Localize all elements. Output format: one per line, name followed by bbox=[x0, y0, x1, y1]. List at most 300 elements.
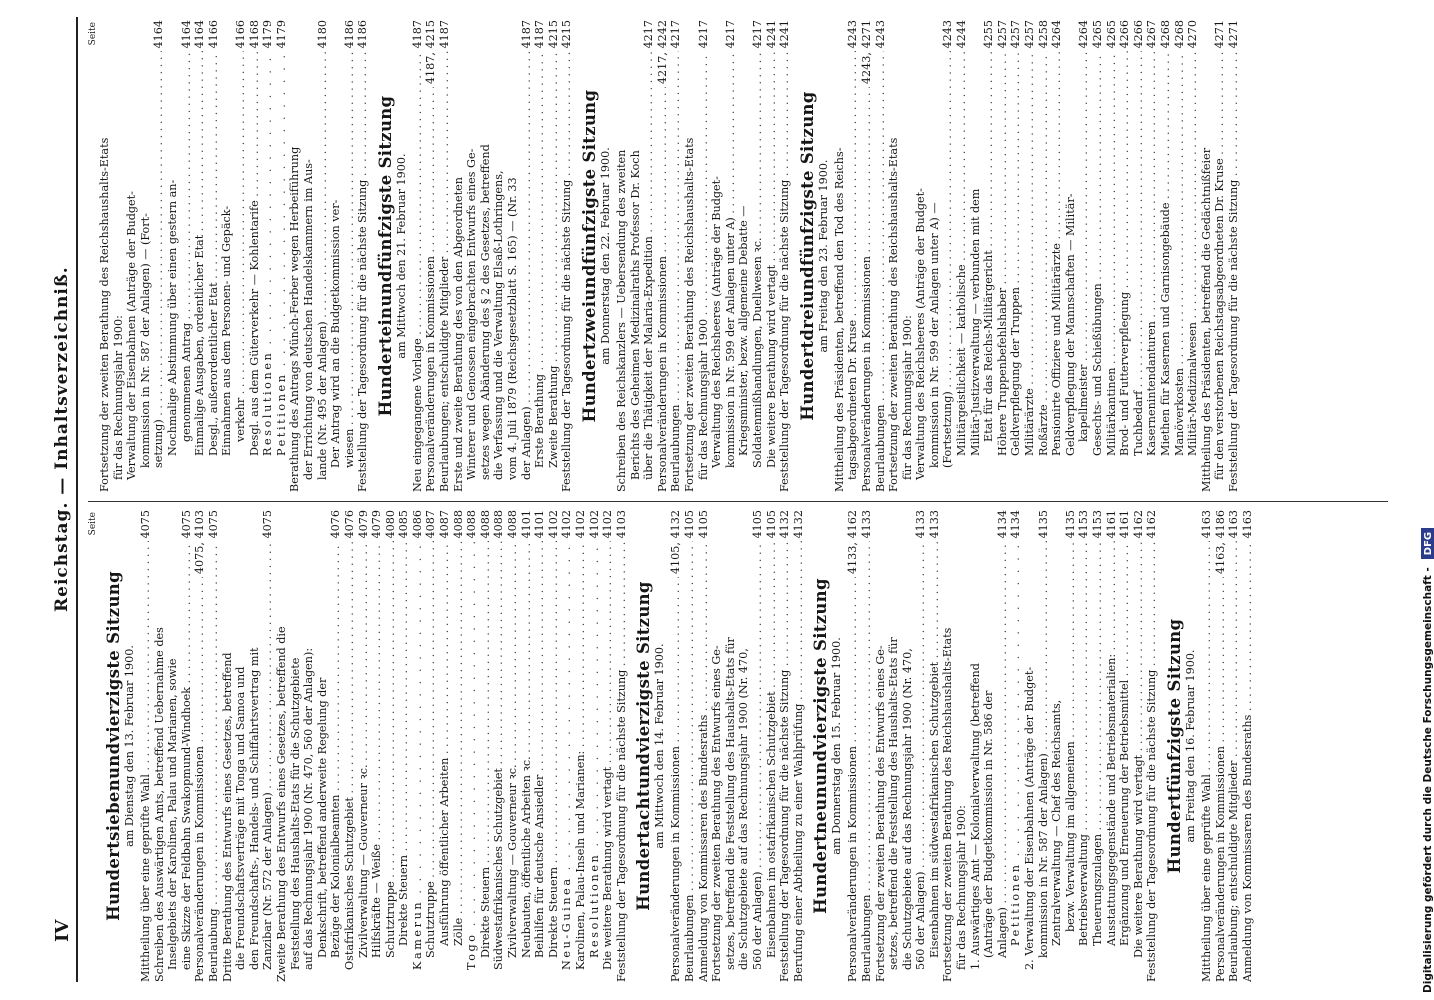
entry-text: Tuchbedarf . . . bbox=[1132, 51, 1146, 492]
entry-page-ref: 4133 bbox=[914, 510, 928, 539]
entry-text: die Schutzgebiete auf das Rechnungsjahr 1900 (Nr. 470, bbox=[900, 648, 914, 970]
entry-text: Berichts des Geheimen Medizinalraths Professor Dr. Koch bbox=[628, 150, 642, 480]
entry-text: Anmeldung von Kommissaren des Bundesraths . . . bbox=[1241, 541, 1255, 982]
entry-page-ref: 4243, 4271 bbox=[859, 20, 873, 85]
entry-text: (Anträge der Budgetkommission in Nr. 586 der bbox=[982, 690, 996, 958]
index-entry bbox=[193, 20, 207, 492]
entry-text: Feststellung der Tagesordnung für die nächste Sitzung . . . bbox=[778, 51, 792, 492]
entry-page-ref: 4076 bbox=[329, 510, 343, 539]
entry-page-ref: 4271 bbox=[1226, 20, 1240, 49]
index-entry bbox=[479, 20, 493, 492]
index-entry bbox=[356, 20, 370, 492]
entry-page-ref: 4266 bbox=[1118, 20, 1132, 49]
entry-text: Hilfskräfte — Weiße . . . bbox=[370, 541, 384, 982]
entry-text: Bezüge der Kolonialbeamten . . . bbox=[329, 541, 343, 982]
index-entry bbox=[248, 20, 262, 492]
entry-page-ref: 4105 bbox=[764, 510, 778, 539]
index-entry bbox=[982, 510, 996, 982]
entry-page-ref: 4244 bbox=[955, 20, 969, 49]
index-entry bbox=[588, 510, 602, 982]
entry-text: Personalveränderungen in Kommissionen . . . bbox=[656, 87, 670, 492]
index-entry bbox=[724, 20, 738, 492]
entry-text: Kriegsminister, bezw. allgemeine Debatte — bbox=[737, 205, 751, 456]
entry-text: Militärkantinen . . . bbox=[1105, 51, 1119, 492]
index-entry bbox=[166, 510, 180, 982]
index-entry bbox=[928, 20, 942, 492]
entry-text: Geldverpflegung der Mannschaften — Militär- bbox=[1063, 193, 1077, 456]
index-entry bbox=[560, 510, 574, 982]
entry-page-ref: 4102 bbox=[560, 510, 574, 539]
entry-text: Direkte Steuern . . . bbox=[479, 541, 493, 982]
sitting-title: Hunderteinundfünfzigste Sitzung bbox=[375, 95, 395, 417]
entry-text: Winterer und Genossen eingebrachten Entwurfs eines Ge- bbox=[465, 148, 479, 480]
index-entry bbox=[492, 20, 506, 492]
index-entry bbox=[452, 20, 466, 492]
entry-page-ref: 4105, 4132 bbox=[669, 510, 683, 575]
index-entry bbox=[1037, 510, 1051, 982]
index-entry bbox=[1105, 20, 1119, 492]
index-entry bbox=[139, 20, 153, 492]
credit-text: Digitalisierung gefördert durch die Deutsche Forschungsgemeinschaft - bbox=[1422, 567, 1434, 993]
entry-text: Neu eingegangene Vorlage . . . bbox=[411, 51, 425, 492]
index-entry bbox=[669, 20, 683, 492]
entry-text: Denkschrift, betreffend anderweite Regelung der bbox=[315, 677, 329, 958]
index-entry bbox=[1091, 510, 1105, 982]
index-entry bbox=[302, 510, 316, 982]
right-column bbox=[88, 20, 1388, 492]
index-entry bbox=[166, 20, 180, 492]
entry-text: Feststellung des Haushalts-Etats für die Schutzgebiete bbox=[288, 657, 302, 970]
index-entry bbox=[112, 20, 126, 492]
entry-page-ref: 4133 bbox=[927, 510, 941, 539]
entry-page-ref: 4153 bbox=[1077, 510, 1091, 539]
entry-page-ref: 4257 bbox=[1009, 20, 1023, 49]
index-entry bbox=[737, 20, 751, 492]
entry-text: Zivilverwaltung — Gouverneur ꝛc. . . . bbox=[506, 541, 520, 982]
entry-text: die Freundschaftsverträge mit Tonga und Samoa und bbox=[234, 666, 248, 970]
index-entry bbox=[275, 510, 289, 982]
index-entry bbox=[914, 20, 928, 492]
entry-text: Anlagen) . . . bbox=[996, 541, 1010, 982]
entry-page-ref: 4163 bbox=[1240, 510, 1254, 539]
entry-page-ref: 4164 bbox=[193, 20, 207, 49]
entry-text: Fortsetzung der zweiten Berathung des Entwurfs eines Ge- bbox=[873, 645, 887, 982]
entry-text: setzes, betreffend die Feststellung des Haushalts-Etats für bbox=[887, 637, 901, 970]
entry-text: 560 der Anlagen) . . . bbox=[914, 541, 928, 982]
page-header bbox=[50, 17, 78, 982]
index-entry bbox=[411, 510, 425, 982]
index-entry bbox=[424, 510, 438, 982]
entry-text: Beurlaubungen . . . bbox=[669, 51, 683, 492]
index-entry bbox=[411, 20, 425, 492]
index-entry bbox=[207, 20, 221, 492]
index-entry bbox=[941, 20, 955, 492]
index-entry bbox=[1023, 20, 1037, 492]
entry-text: über die Thätigkeit der Malaria-Expedition . . . bbox=[642, 51, 656, 492]
sitting-title: Hundertachtundvierzigste Sitzung bbox=[634, 581, 654, 911]
entry-text: setzes, betreffend die Feststellung des Haushalts-Etats für bbox=[723, 637, 737, 970]
entry-text: kapellmeister . . . bbox=[1077, 51, 1091, 492]
entry-page-ref: 4162 bbox=[1145, 510, 1159, 539]
index-entry bbox=[547, 20, 561, 492]
entry-text: Kasernenintendanturen . . . bbox=[1145, 51, 1159, 492]
entry-text: Militär-Justizverwaltung — verbunden mit dem bbox=[968, 188, 982, 456]
entry-text: Beurlaubung . . . bbox=[207, 541, 221, 982]
sitting-date: am Donnerstag den 22. Februar 1900. bbox=[599, 147, 612, 365]
index-entry bbox=[1105, 510, 1119, 982]
sitting-date: am Dienstag den 13. Februar 1900. bbox=[123, 645, 136, 847]
index-entry bbox=[438, 20, 452, 492]
index-entry bbox=[901, 510, 915, 982]
entry-text: Nochmalige Abstimmung über einen gestern an- bbox=[165, 179, 179, 456]
index-entry bbox=[1227, 510, 1241, 982]
entry-page-ref: 4087 bbox=[438, 510, 452, 539]
index-entry bbox=[955, 20, 969, 492]
index-entry bbox=[370, 510, 384, 982]
entry-text: Einmalige Ausgaben, ordentlicher Etat . . . bbox=[193, 51, 207, 492]
entry-page-ref: 4166 bbox=[233, 20, 247, 49]
entry-text: Verwaltung des Reichsheeres (Anträge der Budget- bbox=[710, 176, 724, 468]
index-entry bbox=[642, 20, 656, 492]
entry-text: der Anlagen) . . . bbox=[520, 51, 534, 492]
index-entry bbox=[1023, 510, 1037, 982]
index-entry bbox=[941, 510, 955, 982]
index-entry bbox=[533, 20, 547, 492]
entry-text: Inselgebiets der Karolinen, Palau und Marianen, sowie bbox=[166, 658, 180, 970]
index-entry bbox=[343, 510, 357, 982]
index-entry bbox=[547, 510, 561, 982]
index-entry bbox=[928, 510, 942, 982]
sitting-title: Hundertneunundvierzigste Sitzung bbox=[811, 578, 831, 914]
index-entry bbox=[275, 20, 289, 492]
entry-text: Militär-Medizinalwesen . . . bbox=[1186, 51, 1200, 492]
index-entry bbox=[629, 20, 643, 492]
index-entry bbox=[656, 20, 670, 492]
entry-page-ref: 4132 bbox=[791, 510, 805, 539]
entry-page-ref: 4271 bbox=[1213, 20, 1227, 49]
entry-text: Anmeldung von Kommissaren des Bundesraths . . . bbox=[697, 541, 711, 982]
entry-text: Eisenbahnen im ostafrikanischen Schutzgebiet . . . bbox=[765, 541, 779, 982]
entry-text: Brod- und Futterverpflegung . . . bbox=[1118, 51, 1132, 492]
entry-text: Theuerungszulagen . . . bbox=[1091, 541, 1105, 982]
entry-text: Verwaltung der Eisenbahnen (Anträge der Budget- bbox=[125, 191, 139, 480]
entry-text: Zweite Berathung . . . bbox=[547, 51, 561, 492]
entry-page-ref: 4076 bbox=[342, 510, 356, 539]
entry-page-ref: 4241 bbox=[778, 20, 792, 49]
entry-page-ref: 4265 bbox=[1091, 20, 1104, 49]
entry-page-ref: 4217 bbox=[750, 20, 764, 49]
entry-text: Feststellung der Tagesordnung für die nächste Sitzung . . . bbox=[356, 51, 370, 492]
index-entry bbox=[683, 20, 697, 492]
index-entry bbox=[846, 20, 860, 492]
index-entry bbox=[329, 510, 343, 982]
entry-page-ref: 4266 bbox=[1131, 20, 1145, 49]
entry-text: kommission in Nr. 599 der Anlagen unter A) . . . bbox=[724, 51, 738, 492]
entry-text: Mittheilung über eine geprüfte Wahl . . . bbox=[1200, 541, 1214, 982]
entry-page-ref: 4166 bbox=[206, 20, 220, 49]
index-entry bbox=[1077, 510, 1091, 982]
sitting-title: Hundertdreiundfünfzigste Sitzung bbox=[797, 91, 817, 421]
index-entry bbox=[1132, 510, 1146, 982]
entry-text: Die weitere Berathung wird vertagt . . . bbox=[765, 51, 779, 492]
entry-page-ref: 4217 bbox=[669, 20, 683, 49]
index-entry bbox=[153, 510, 167, 982]
index-entry bbox=[221, 510, 235, 982]
entry-page-ref: 4243 bbox=[846, 20, 860, 49]
index-entry bbox=[125, 20, 139, 492]
sitting-title: Hundertzweiundfünfzigste Sitzung bbox=[580, 89, 599, 423]
index-entry bbox=[234, 510, 248, 982]
entry-text: Feststellung der Tagesordnung für die nächste Sitzung . . . bbox=[560, 51, 574, 492]
entry-page-ref: 4102 bbox=[546, 510, 560, 539]
index-entry bbox=[683, 510, 697, 982]
entry-page-ref: 4102 bbox=[587, 510, 601, 539]
index-entry bbox=[357, 510, 371, 982]
entry-text: Personalveränderungen in Kommissionen . . . bbox=[1214, 577, 1228, 982]
entry-page-ref: 4187 bbox=[533, 20, 547, 49]
entry-text: Dritte Berathung des Entwurfs eines Gesetzes, betreffend bbox=[220, 652, 234, 982]
index-entry bbox=[1227, 20, 1241, 492]
entry-page-ref: 4153 bbox=[1091, 510, 1104, 539]
entry-text: wiesen . . . bbox=[343, 51, 357, 492]
entry-page-ref: 4264 bbox=[1050, 20, 1064, 49]
entry-text: Die weitere Berathung wird vertagt . . . bbox=[1132, 541, 1146, 982]
index-entry bbox=[139, 510, 153, 982]
entry-page-ref: 4085 bbox=[397, 510, 411, 539]
entry-page-ref: 4187 bbox=[519, 20, 533, 49]
index-entry bbox=[560, 20, 574, 492]
entry-text: Fortsetzung der zweiten Berathung des Reichshaushalts-Etats bbox=[887, 137, 901, 492]
entry-text: Pensionirte Offiziere und Militärärzte . . . bbox=[1050, 51, 1064, 492]
index-entry bbox=[193, 510, 207, 982]
entry-text: Beihilfen für deutsche Ansiedler . . . bbox=[533, 541, 547, 982]
entry-page-ref: 4080 bbox=[383, 510, 397, 539]
index-entry bbox=[316, 20, 330, 492]
seite-label: Seite bbox=[88, 22, 98, 46]
index-entry bbox=[1200, 20, 1214, 492]
entry-page-ref: 4168 bbox=[247, 20, 261, 49]
entry-text: vom 4. Juli 1879 (Reichsgesetzblatt S. 165) — (Nr. 33 bbox=[506, 177, 520, 480]
index-entry bbox=[343, 20, 357, 492]
index-entry bbox=[697, 510, 711, 982]
entry-text: Personalveränderungen in Kommissionen . . . bbox=[860, 87, 874, 492]
entry-page-ref: 4243 bbox=[873, 20, 887, 49]
index-entry bbox=[1186, 20, 1200, 492]
index-entry bbox=[574, 510, 588, 982]
entry-text: Etat für das Reichs-Militärgericht . . . bbox=[982, 51, 996, 492]
index-entry bbox=[1077, 20, 1091, 492]
digitization-credit bbox=[1418, 8, 1434, 993]
entry-text: (Fortsetzung) . . . bbox=[941, 51, 955, 492]
column-divider bbox=[88, 501, 1388, 502]
entry-page-ref: 4105 bbox=[696, 510, 710, 539]
index-entry bbox=[1050, 20, 1064, 492]
entry-page-ref: 4135 bbox=[1036, 510, 1050, 539]
entry-text: Feststellung der Tagesordnung für die nächste Sitzung . . . bbox=[1145, 541, 1159, 982]
entry-page-ref: 4161 bbox=[1118, 510, 1132, 539]
entry-page-ref: 4079 bbox=[356, 510, 370, 539]
index-entry bbox=[615, 20, 629, 492]
entry-text: Direkte Steuern . . . bbox=[397, 541, 411, 982]
sitting-date: am Freitag den 23. Februar 1900. bbox=[816, 159, 830, 353]
entry-page-ref: 4086 bbox=[410, 510, 424, 539]
index-entry bbox=[1241, 510, 1255, 982]
index-entry bbox=[261, 510, 275, 982]
entry-page-ref: 4133, 4162 bbox=[846, 510, 860, 575]
entry-text: Berathung des Antrags Münch-Ferber wegen Herbeiführung bbox=[288, 146, 302, 492]
entry-text: Schreiben des Auswärtigen Amts, betreffend Uebernahme des bbox=[152, 627, 166, 982]
index-entry bbox=[901, 20, 915, 492]
index-entry bbox=[1050, 510, 1064, 982]
index-entry bbox=[710, 20, 724, 492]
entry-text: Der Antrag wird an die Budgetkommission ver- bbox=[329, 199, 343, 468]
entry-page-ref: 4101 bbox=[519, 510, 533, 539]
entry-text: tagsabgeordneten Dr. Kruse . . . bbox=[846, 51, 860, 492]
entry-text: Feststellung der Tagesordnung für die nächste Sitzung . . . bbox=[778, 541, 792, 982]
sitting-date: am Donnerstag den 15. Februar 1900. bbox=[830, 637, 844, 855]
index-entry bbox=[982, 20, 996, 492]
entry-text: Miethen für Kasernen und Garnisongebäude . . . bbox=[1159, 51, 1173, 492]
index-entry bbox=[1145, 20, 1159, 492]
entry-page-ref: 4101 bbox=[533, 510, 547, 539]
entry-page-ref: 4179 bbox=[261, 20, 275, 49]
entry-page-ref: 4187 bbox=[410, 20, 424, 49]
entry-text: bezw. Verwaltung im allgemeinen . . . bbox=[1064, 541, 1078, 982]
index-entry bbox=[1091, 20, 1105, 492]
index-entry bbox=[860, 20, 874, 492]
entry-page-ref: 4164 bbox=[152, 20, 166, 49]
entry-page-ref: 4268 bbox=[1158, 20, 1172, 49]
index-entry bbox=[737, 510, 751, 982]
entry-text: Karolinen, Palau-Inseln und Marianen: . . . bbox=[574, 541, 588, 982]
index-entry bbox=[1037, 20, 1051, 492]
entry-page-ref: 4180 bbox=[315, 20, 329, 49]
entry-text: Personalveränderungen in Kommissionen . . . bbox=[846, 577, 860, 982]
entry-text: Eisenbahnen im südwestafrikanischen Schutzgebiet . . . bbox=[928, 541, 942, 982]
index-entry bbox=[778, 20, 792, 492]
entry-text: Militärgeistlichkeit — katholische . . . bbox=[955, 51, 969, 492]
entry-text: Fortsetzung der zweiten Berathung des Reichshaushalts-Etats bbox=[941, 627, 955, 982]
entry-text: für den verstorbenen Reichstagsabgeordneten Dr. Kruse . . . bbox=[1213, 51, 1227, 492]
sitting-date: am Freitag den 16. Februar 1900. bbox=[1183, 649, 1197, 843]
entry-text: Mittheilung des Präsidenten, betreffend den Tod des Reichs- bbox=[832, 147, 846, 492]
index-entry bbox=[234, 20, 248, 492]
entry-text: die Schutzgebiete auf das Rechnungsjahr 1900 (Nr. 470, bbox=[737, 648, 751, 970]
entry-text: Zölle . . . bbox=[452, 541, 466, 982]
left-column-entries bbox=[98, 510, 1254, 982]
entry-text: Erste Berathung . . . bbox=[533, 51, 547, 492]
index-entry bbox=[1173, 20, 1187, 492]
index-entry bbox=[1214, 510, 1228, 982]
index-entry bbox=[261, 20, 275, 492]
entry-page-ref: 4075 bbox=[206, 510, 220, 539]
entry-text: Erste und zweite Berathung des von den Abgeordneten bbox=[451, 177, 465, 492]
entry-page-ref: 4162 bbox=[1131, 510, 1145, 539]
entry-page-ref: 4075 bbox=[261, 510, 275, 539]
index-entry bbox=[887, 20, 901, 492]
index-entry bbox=[1064, 20, 1078, 492]
entry-page-ref: 4243 bbox=[941, 20, 955, 49]
entry-text: Soldatenmißhandlungen, Duellwesen ꝛc. . . . bbox=[751, 51, 765, 492]
index-entry bbox=[384, 510, 398, 982]
entry-text: Feststellung der Tagesordnung für die nächste Sitzung . . . bbox=[615, 541, 629, 982]
index-entry bbox=[180, 510, 194, 982]
entry-page-ref: 4134 bbox=[995, 510, 1009, 539]
index-entry bbox=[329, 20, 343, 492]
entry-text: Personalveränderungen in Kommissionen . . . bbox=[193, 577, 207, 982]
entry-text: Fortsetzung der zweiten Berathung des Reichshaushalts-Etats bbox=[98, 137, 111, 492]
entry-page-ref: 4079 bbox=[370, 510, 384, 539]
index-entry bbox=[424, 20, 438, 492]
entry-page-ref: 4088 bbox=[451, 510, 465, 539]
entry-page-ref: 4132 bbox=[778, 510, 792, 539]
index-entry bbox=[846, 510, 860, 982]
entry-text: Zanzibar (Nr. 572 der Anlagen) . . . bbox=[261, 541, 275, 982]
entry-page-ref: 4217 bbox=[642, 20, 656, 49]
entry-page-ref: 4075 bbox=[179, 510, 193, 539]
entry-text: Ausführung öffentlicher Arbeiten . . . bbox=[438, 541, 452, 982]
entry-page-ref: 4164 bbox=[179, 20, 193, 49]
entry-text: eine Skizze der Feldbahn Swakopmund-Windhoek . . . bbox=[180, 541, 194, 982]
entry-text: für das Rechnungsjahr 1900: bbox=[111, 315, 125, 480]
index-entry bbox=[887, 510, 901, 982]
page-content bbox=[0, 17, 1420, 982]
index-entry bbox=[724, 510, 738, 982]
index-entry bbox=[1118, 20, 1132, 492]
entry-text: Ausstattungsgegenstände und Betriebsmaterialien: . . . bbox=[1105, 541, 1119, 982]
page-number: IV bbox=[52, 919, 73, 942]
entry-page-ref: 4270 bbox=[1186, 20, 1200, 49]
entry-page-ref: 4186 bbox=[356, 20, 370, 49]
left-column bbox=[88, 510, 1388, 982]
entry-text: kommission in Nr. 587 der Anlagen) . . . bbox=[1037, 541, 1051, 982]
running-title: Reichstag. — Inhaltsverzeichniß. bbox=[52, 266, 72, 612]
entry-text: Resolutionen . . . bbox=[261, 51, 275, 492]
entry-text: Personalveränderungen in Kommissionen . . . bbox=[669, 577, 683, 982]
entry-text: 560 der Anlagen) . . . bbox=[751, 541, 765, 982]
entry-text: Beurlaubung; entschuldigte Mitglieder . . . bbox=[1227, 541, 1241, 982]
entry-page-ref: 4087 bbox=[424, 510, 438, 539]
entry-page-ref: 4088 bbox=[465, 510, 479, 539]
entry-text: Neu-Guinea . . . bbox=[560, 541, 574, 982]
index-entry bbox=[289, 510, 303, 982]
index-entry bbox=[765, 20, 779, 492]
index-entry bbox=[751, 510, 765, 982]
index-entry bbox=[1009, 20, 1023, 492]
entry-text: Betriebsverwaltung . . . bbox=[1077, 541, 1091, 982]
entry-page-ref: 4215 bbox=[560, 20, 574, 49]
index-entry bbox=[874, 510, 888, 982]
entry-text: Höhere Truppenbefehlshaber . . . bbox=[996, 51, 1010, 492]
index-entry bbox=[955, 510, 969, 982]
index-entry bbox=[98, 20, 112, 492]
index-entry bbox=[465, 510, 479, 982]
entry-text: Fortsetzung der zweiten Berathung des Reichshaushalts-Etats bbox=[682, 137, 696, 492]
entry-text: Einnahmen aus dem Personen- und Gepäck- bbox=[220, 205, 234, 456]
entry-text: Beurlaubungen . . . bbox=[860, 541, 874, 982]
index-entry bbox=[248, 510, 262, 982]
entry-text: lande (Nr. 495 der Anlagen) . . . bbox=[316, 51, 330, 492]
entry-page-ref: 4215 bbox=[546, 20, 560, 49]
index-entry bbox=[479, 510, 493, 982]
index-entry bbox=[710, 510, 724, 982]
entry-text: Berufung einer Abtheilung zu einer Wahlprüfung . . . bbox=[792, 541, 806, 982]
index-entry bbox=[860, 510, 874, 982]
entry-text: Roßärzte . . . bbox=[1037, 51, 1051, 492]
entry-page-ref: 4163 bbox=[1199, 510, 1213, 539]
index-entry bbox=[520, 20, 534, 492]
entry-page-ref: 4075, 4103 bbox=[193, 510, 207, 575]
